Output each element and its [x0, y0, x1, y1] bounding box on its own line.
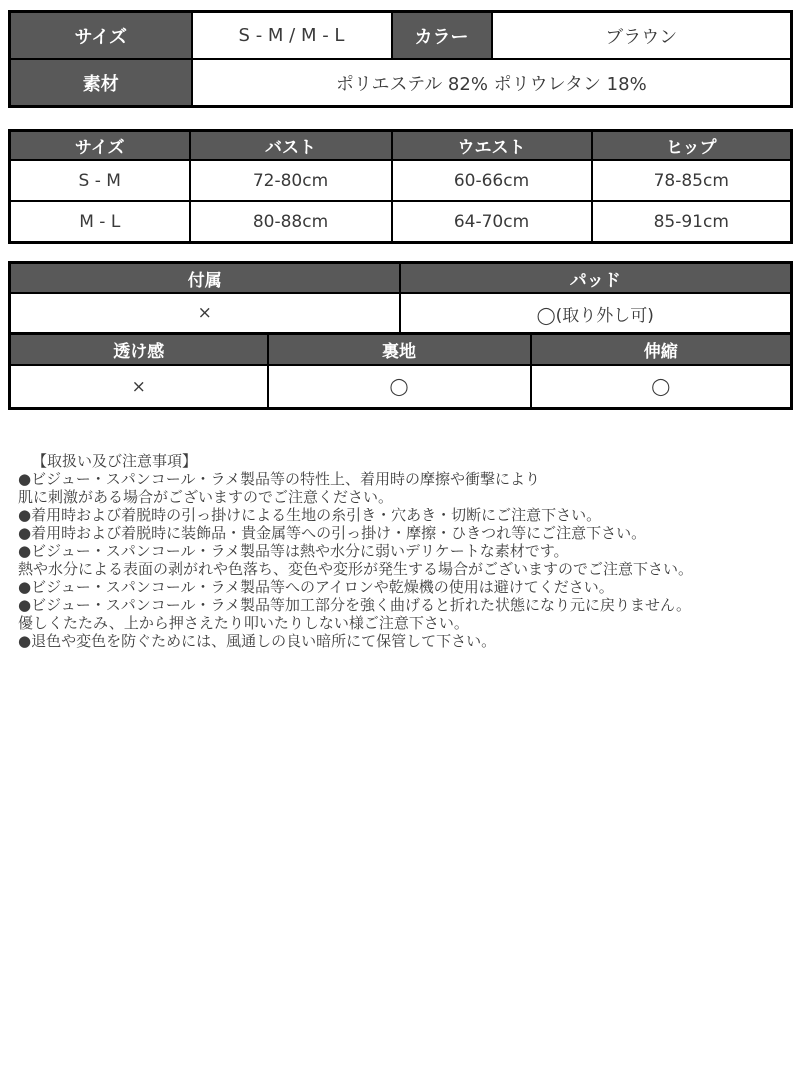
size-value-cell: S - M / M - L	[192, 12, 392, 60]
row-bust-cell: 80-88cm	[190, 201, 392, 243]
col-header-waist: ウエスト	[392, 131, 592, 161]
color-header-cell: カラー	[392, 12, 492, 60]
stretch-value-cell: ◯	[531, 365, 792, 409]
care-note-line: ●退色や変色を防ぐためには、風通しの良い暗所にて保管して下さい。	[18, 632, 497, 650]
row-hip-cell: 85-91cm	[592, 201, 792, 243]
pad-header-cell: パッド	[400, 263, 792, 294]
table-row	[10, 201, 792, 243]
features-table-accessory-pad	[8, 261, 793, 335]
care-note-line: ●ビジュー・スパンコール・ラメ製品等は熱や水分に弱いデリケートな素材です。	[18, 542, 569, 560]
measurements-table	[8, 129, 793, 244]
pad-value-cell: ◯(取り外し可)	[400, 293, 792, 334]
lining-value-cell: ◯	[268, 365, 531, 409]
material-value-cell: ポリエステル 82% ポリウレタン 18%	[192, 59, 792, 107]
spec-table	[8, 10, 793, 108]
size-header-cell: サイズ	[10, 12, 192, 60]
row-waist-cell: 64-70cm	[392, 201, 592, 243]
care-notes-title: 【取扱い及び注意事項】	[32, 452, 198, 470]
care-note-line: ●着用時および着脱時の引っ掛けによる生地の糸引き・穴あき・切断にご注意下さい。	[18, 506, 602, 524]
row-bust-cell: 72-80cm	[190, 160, 392, 201]
row-waist-cell: 60-66cm	[392, 160, 592, 201]
row-size-cell: M - L	[10, 201, 190, 243]
col-header-size: サイズ	[10, 131, 190, 161]
material-header-cell: 素材	[10, 59, 192, 107]
stretch-header-cell: 伸縮	[531, 334, 792, 366]
accessory-value-cell: ×	[10, 293, 400, 334]
care-note-line: ●ビジュー・スパンコール・ラメ製品等加工部分を強く曲げると折れた状態になり元に戻りません。	[18, 596, 691, 614]
measurements-header-row	[10, 131, 792, 161]
accessory-header-cell: 付属	[10, 263, 400, 294]
col-header-hip: ヒップ	[592, 131, 792, 161]
care-note-line: 熱や水分による表面の剥がれや色落ち、変色や変形が発生する場合がございますのでご注意下さい。	[18, 560, 694, 578]
row-size-cell: S - M	[10, 160, 190, 201]
row-hip-cell: 78-85cm	[592, 160, 792, 201]
col-header-bust: バスト	[190, 131, 392, 161]
color-value-cell: ブラウン	[492, 12, 792, 60]
lining-header-cell: 裏地	[268, 334, 531, 366]
care-note-line: 優しくたたみ、上から押さえたり叩いたりしない様ご注意下さい。	[18, 614, 469, 632]
care-note-line: ●ビジュー・スパンコール・ラメ製品等の特性上、着用時の摩擦や衝撃により	[18, 470, 541, 488]
features-table-sheer-lining-stretch	[8, 332, 793, 410]
sheerness-value-cell: ×	[10, 365, 268, 409]
care-note-line: 肌に刺激がある場合がございますのでご注意ください。	[18, 488, 394, 506]
sheerness-header-cell: 透け感	[10, 334, 268, 366]
table-row	[10, 160, 792, 201]
care-notes	[0, 452, 800, 650]
care-note-line: ●ビジュー・スパンコール・ラメ製品等へのアイロンや乾燥機の使用は避けてください。	[18, 578, 614, 596]
care-note-line: ●着用時および着脱時に装飾品・貴金属等への引っ掛け・摩擦・ひきつれ等にご注意下さい。	[18, 524, 647, 542]
